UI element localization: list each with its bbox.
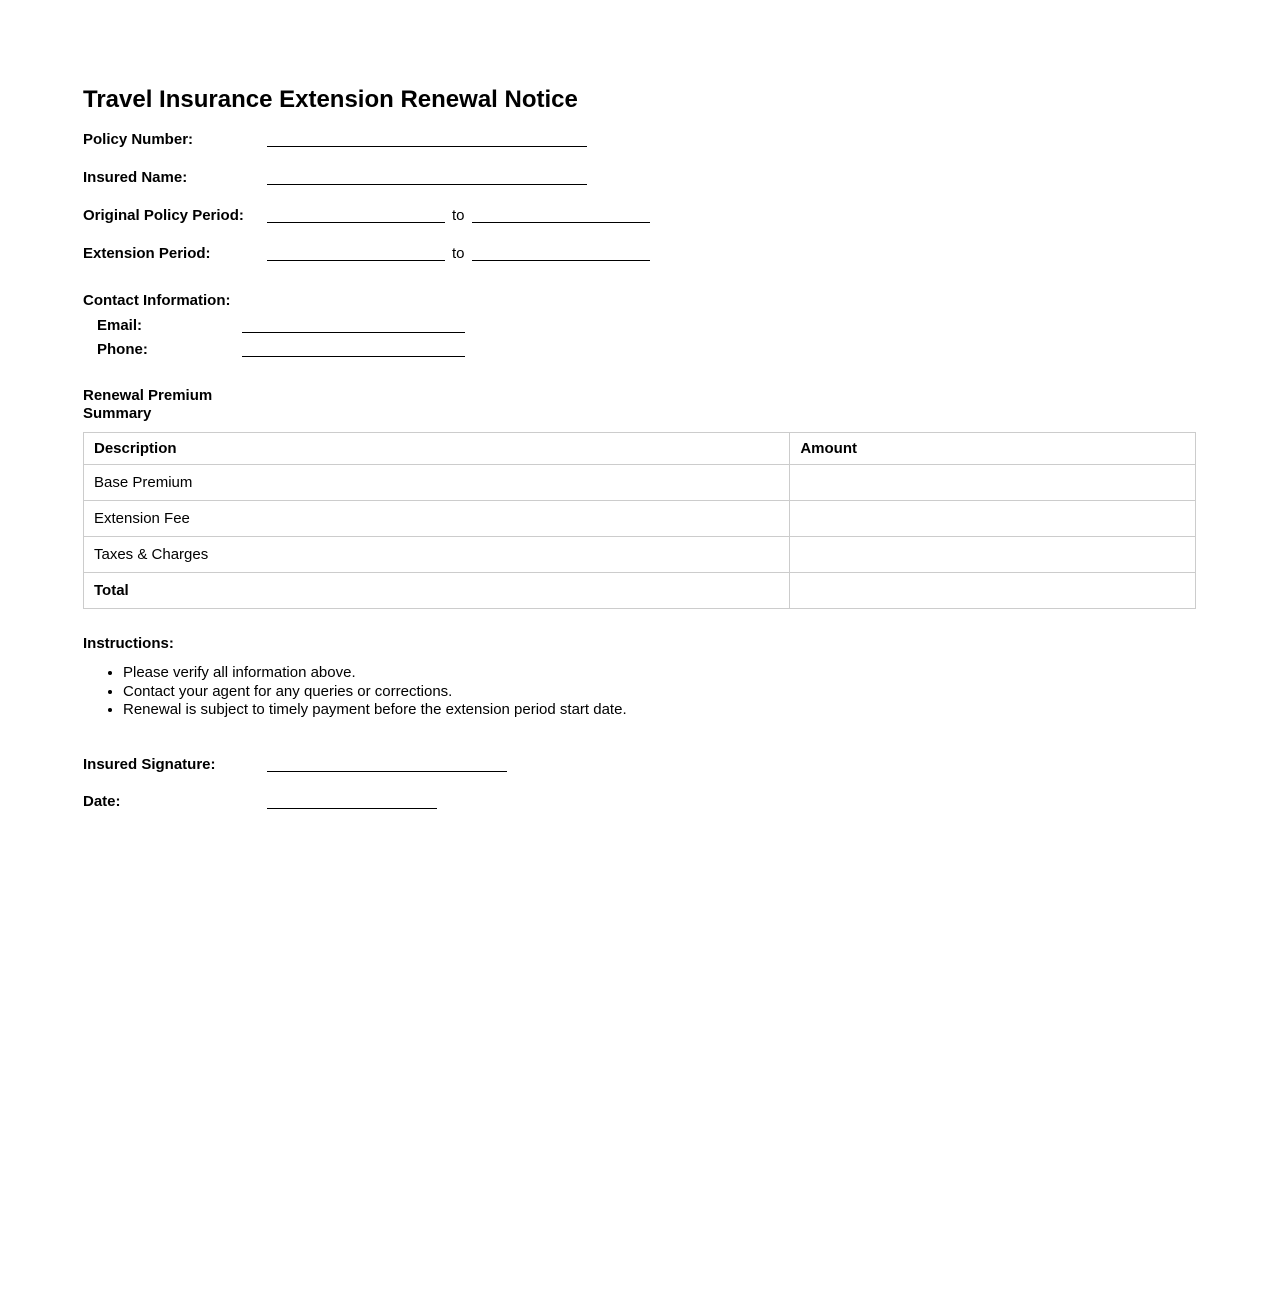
table-header-row xyxy=(84,433,1196,465)
row-amount xyxy=(790,465,1196,501)
date-blank xyxy=(267,795,437,809)
to-separator: to xyxy=(452,245,465,262)
instructions-heading: Instructions: xyxy=(83,635,174,652)
table-row xyxy=(84,537,1196,573)
phone-label: Phone: xyxy=(97,341,148,358)
row-amount xyxy=(790,537,1196,573)
description-column-header: Description xyxy=(84,433,790,465)
date-row xyxy=(83,792,1196,812)
total-label: Total xyxy=(84,573,790,609)
premium-summary-table xyxy=(83,432,1196,609)
original-policy-period-label: Original Policy Period: xyxy=(83,207,244,224)
instruction-item: • Please verify all information above. xyxy=(123,664,1196,683)
instruction-item: • Contact your agent for any queries or corrections. xyxy=(123,683,1196,702)
extension-period-row xyxy=(83,244,1196,264)
original-policy-period-row xyxy=(83,206,1196,226)
extension-period-label: Extension Period: xyxy=(83,245,211,262)
phone-blank xyxy=(242,343,465,357)
email-label: Email: xyxy=(97,317,143,334)
extension-period-from-blank xyxy=(267,247,445,261)
row-description: Extension Fee xyxy=(84,501,790,537)
row-description: Taxes & Charges xyxy=(84,537,790,573)
instructions-list xyxy=(83,664,1196,720)
extension-period-to-blank xyxy=(472,247,650,261)
original-policy-period-from-blank xyxy=(267,209,445,223)
insured-signature-blank xyxy=(267,758,507,772)
email-row xyxy=(83,316,1196,335)
phone-row xyxy=(83,340,1196,359)
table-total-row xyxy=(84,573,1196,609)
insured-name-row xyxy=(83,168,1196,188)
renewal-premium-summary-heading: Renewal Premium Summary xyxy=(83,387,213,422)
row-amount xyxy=(790,501,1196,537)
table-row xyxy=(84,465,1196,501)
page-title: Travel Insurance Extension Renewal Notice xyxy=(83,86,578,113)
insured-name-label: Insured Name: xyxy=(83,169,188,186)
original-policy-period-to-blank xyxy=(472,209,650,223)
table-row xyxy=(84,501,1196,537)
instruction-item: • Renewal is subject to timely payment before the extension period start date. xyxy=(123,701,1196,720)
email-blank xyxy=(242,319,465,333)
row-description: Base Premium xyxy=(84,465,790,501)
policy-number-blank xyxy=(267,133,587,147)
policy-number-row xyxy=(83,130,1196,150)
total-amount xyxy=(790,573,1196,609)
insured-signature-label: Insured Signature: xyxy=(83,755,216,773)
insured-signature-row xyxy=(83,755,1196,775)
contact-information-heading: Contact Information: xyxy=(83,292,231,309)
policy-number-label: Policy Number: xyxy=(83,131,194,148)
insured-name-blank xyxy=(267,171,587,185)
to-separator: to xyxy=(452,207,465,224)
date-label: Date: xyxy=(83,792,121,810)
amount-column-header: Amount xyxy=(790,433,1196,465)
